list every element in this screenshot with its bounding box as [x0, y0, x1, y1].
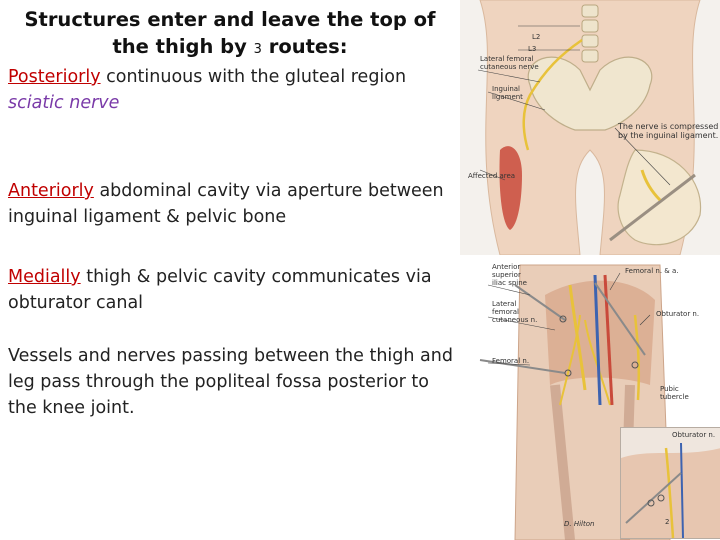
medial-paragraph	[8, 264, 463, 316]
label-pubic-tubercle: Pubic tubercle	[660, 385, 689, 401]
title-line-2	[0, 33, 460, 63]
sciatic-nerve-text: sciatic nerve	[8, 93, 120, 113]
label-femoral-n: Femoral n.	[492, 357, 530, 365]
title-route-count: 3	[253, 42, 262, 57]
label-lateral-femoral-cutaneous-nerve: Lateral femoral cutaneous nerve	[480, 55, 539, 71]
slide-title	[0, 6, 460, 63]
title-line-2-pre: the thigh by	[112, 35, 254, 58]
label-anterior-superior-iliac-spine: Anterior superior iliac spine	[492, 263, 527, 287]
posterior-label: Posteriorly	[8, 67, 101, 87]
anterior-paragraph	[8, 178, 463, 230]
label-l2: L2	[532, 33, 541, 41]
anterior-label: Anteriorly	[8, 181, 94, 201]
label-femoral-n-a: Femoral n. & a.	[625, 267, 679, 275]
medial-label: Medially	[8, 267, 81, 287]
label-obturator-n-inset: Obturator n.	[672, 431, 716, 439]
obturator-inset-drawing	[621, 428, 720, 538]
label-l3: L3	[528, 45, 537, 53]
label-inguinal-ligament: Inguinal ligament	[492, 85, 523, 101]
femoral-obturator-illustration	[460, 255, 720, 540]
label-affected-area: Affected area	[468, 172, 516, 180]
label-lateral-femoral-cutaneous-n: Lateral femoral cutaneous n.	[492, 300, 538, 324]
label-nerve-compressed: The nerve is compressed by the inguinal ligament.	[618, 122, 719, 140]
popliteal-text: Vessels and nerves passing between the thigh and leg pass through the popliteal fossa posterior to the knee joint.	[8, 346, 453, 418]
anterior-text: abdominal cavity via aperture between inguinal ligament & pelvic bone	[8, 181, 444, 227]
lateral-femoral-cutaneous-nerve-illustration	[460, 0, 720, 255]
posterior-paragraph	[8, 64, 463, 116]
inset-number: 2	[665, 518, 670, 526]
title-line-2-post: routes:	[261, 35, 348, 58]
illustrator-signature: D. Hilton	[564, 520, 595, 528]
label-obturator-n: Obturator n.	[656, 310, 700, 318]
posterior-text: continuous with the gluteal region	[100, 67, 407, 87]
popliteal-paragraph	[8, 343, 463, 421]
obturator-inset	[620, 427, 720, 539]
medial-text: thigh & pelvic cavity communicates via obturator canal	[8, 267, 432, 313]
title-line-1: Structures enter and leave the top of	[24, 8, 436, 31]
